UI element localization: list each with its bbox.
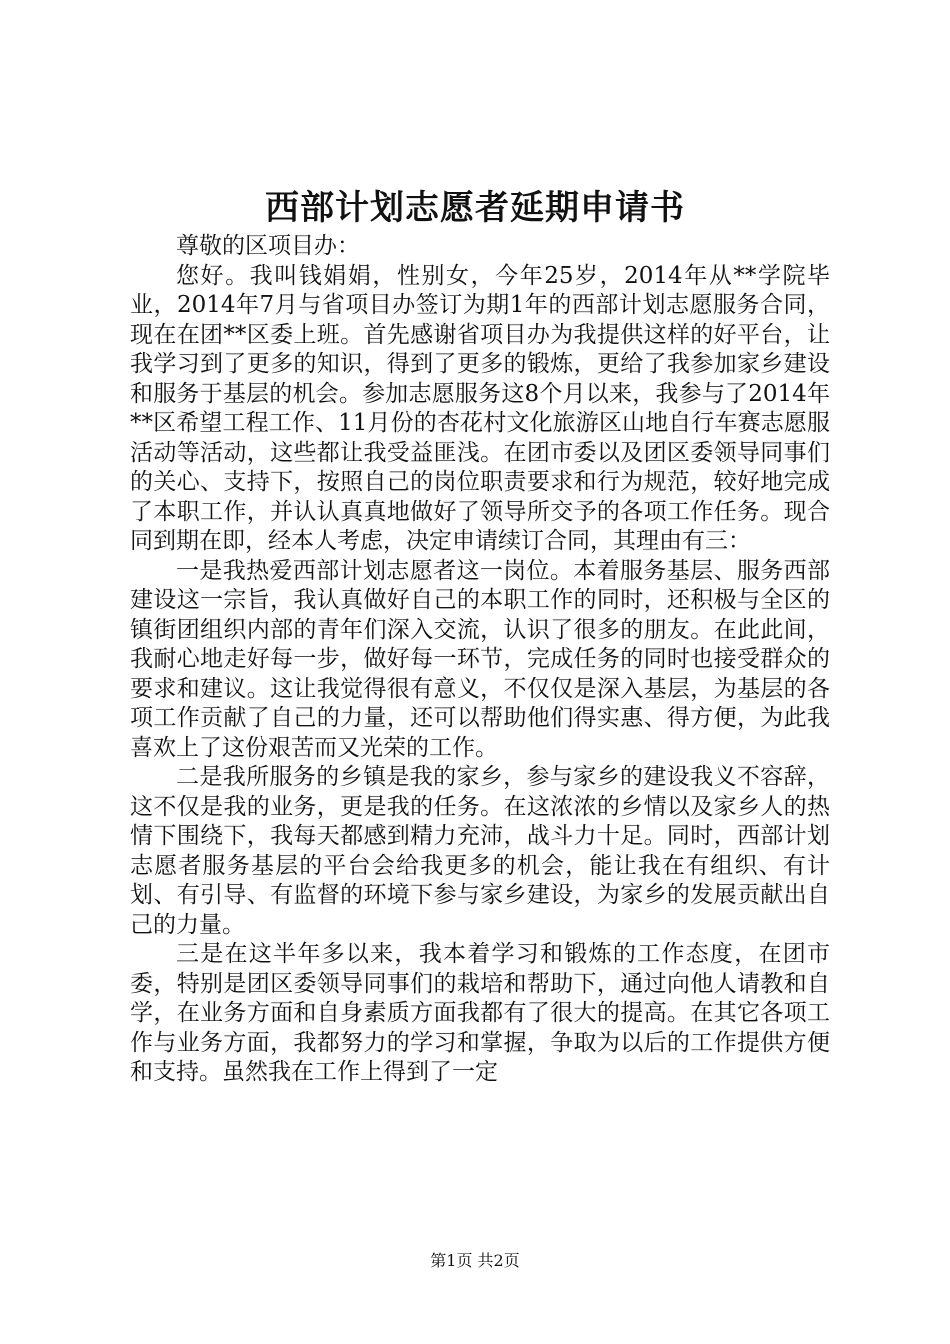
- paragraph-reason-two: 二是我所服务的乡镇是我的家乡，参与家乡的建设我义不容辞，这不仅是我的业务，更是我的任务。在这浓浓的乡情以及家乡人的热情下围绕下，我每天都感到精力充沛，战斗力十足。同时，西部计划志愿者服务基层的平台会给我更多的机会，能让我在有组织、有计划、有引导、有监督的环境下参与家乡建设，为家乡的发展贡献出自己的力量。: [130, 764, 830, 938]
- paragraph-reason-three: 三是在这半年多以来，我本着学习和锻炼的工作态度，在团市委，特别是团区委领导同事们的栽培和帮助下，通过向他人请教和自学，在业务方面和自身素质方面我都有了很大的提高。在其它各项工作与业务方面，我都努力的学习和掌握，争取为以后的工作提供方便和支持。虽然我在工作上得到了一定: [130, 941, 830, 1085]
- document-title: 西部计划志愿者延期申请书: [265, 188, 685, 228]
- paragraph-greeting: 您好。我叫钱娟娟，性别女，今年25岁，2014年从**学院毕业，2014年7月与省项目办签订为期1年的西部计划志愿服务合同，现在在团**区委上班。首先感谢省项目办为我提供这样的好平台，让我学习到了更多的知识，得到了更多的锻炼，更给了我参加家乡建设和服务于基层的机会。参加志愿服务这8个月以来，我参与了2014年**区希望工程工作、11月份的杏花村文化旅游区山地自行车赛志愿服活动等活动，这些都让我受益匪浅。在团市委以及团区委领导同事们的关心、支持下，按照自己的岗位职责要求和行为规范，较好地完成了本职工作，并认认真真地做好了领导所交予的各项工作任务。现合同到期在即，经本人考虑，决定申请续订合同，其理由有三：: [130, 262, 830, 554]
- salutation: 尊敬的区项目办：: [176, 233, 360, 259]
- document-body: [130, 232, 830, 1088]
- paragraph-reason-one: 一是我热爱西部计划志愿者这一岗位。本着服务基层、服务西部建设这一宗旨，我认真做好自己的本职工作的同时，还积极与全区的镇街团组织内部的青年们深入交流，认识了很多的朋友。在此此间，我耐心地走好每一步，做好每一环节，完成任务的同时也接受群众的要求和建议。这让我觉得很有意义，不仅仅是深入基层，为基层的各项工作贡献了自己的力量，还可以帮助他们得实惠、得方便，为此我喜欢上了这份艰苦而又光荣的工作。: [130, 557, 830, 761]
- page-footer: 第1页 共2页: [430, 1251, 520, 1270]
